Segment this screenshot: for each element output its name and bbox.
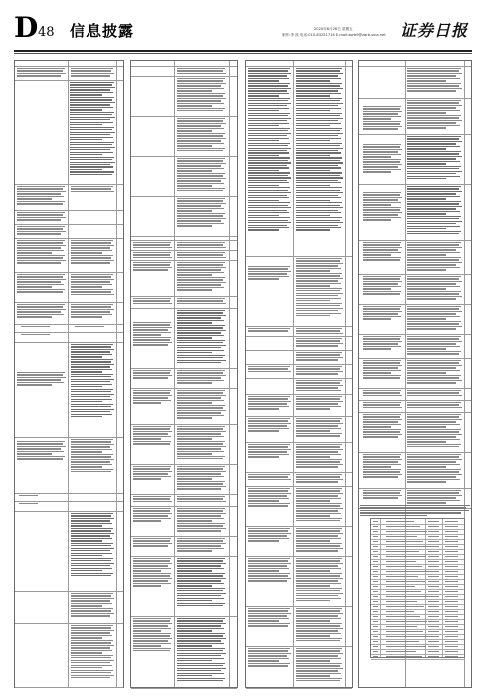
text-lines (407, 402, 463, 409)
table-row (359, 304, 471, 335)
text-lines (177, 242, 227, 249)
text-lines (248, 396, 292, 411)
table-row (131, 424, 237, 465)
text-lines (407, 454, 463, 484)
table-row (246, 526, 352, 557)
text-lines (19, 495, 39, 497)
text-lines (248, 648, 292, 668)
text-lines (71, 240, 115, 265)
text-lines (19, 503, 39, 505)
table-row (131, 388, 237, 425)
text-lines (133, 370, 173, 380)
text-lines (248, 68, 292, 232)
text-lines (133, 262, 173, 272)
table-row (15, 511, 123, 592)
text-lines (296, 608, 344, 643)
text-lines (133, 242, 173, 249)
text-lines (71, 186, 115, 193)
text-lines (407, 490, 463, 505)
table-row (359, 66, 471, 99)
text-lines (363, 402, 403, 409)
text-lines (407, 276, 463, 301)
text-lines (407, 186, 463, 236)
issue-date: 2020年6月26日 星期五 (314, 27, 353, 31)
table-row (246, 378, 352, 395)
text-lines (177, 390, 227, 420)
text-lines (17, 226, 67, 236)
text-lines (363, 192, 403, 222)
text-lines (407, 336, 463, 356)
text-lines (296, 396, 344, 411)
table-row (131, 368, 237, 389)
text-lines (363, 414, 403, 439)
text-lines (363, 144, 403, 174)
text-lines (133, 538, 173, 548)
text-lines (296, 380, 344, 392)
text-lines (177, 262, 227, 292)
table-row (246, 256, 352, 327)
table-row (131, 536, 237, 557)
text-lines (296, 418, 344, 438)
text-lines (296, 366, 344, 376)
text-lines (407, 242, 463, 272)
table-row (246, 66, 352, 257)
table-row (359, 134, 471, 185)
table-row (15, 302, 123, 325)
text-lines (133, 508, 173, 523)
text-lines (17, 274, 67, 294)
text-lines (363, 276, 403, 296)
table-row (131, 464, 237, 495)
header-rule-thin (14, 53, 472, 54)
text-lines (21, 326, 51, 328)
table-row (246, 336, 352, 351)
table-row (15, 80, 123, 185)
table-row (15, 184, 123, 211)
text-lines (71, 625, 115, 680)
table-row (131, 260, 237, 297)
text-lines (17, 240, 67, 265)
table-row (131, 506, 237, 537)
text-lines (17, 441, 67, 461)
text-lines (248, 488, 292, 508)
text-lines (133, 558, 173, 588)
table-row (15, 437, 123, 494)
table-row (15, 623, 123, 688)
text-lines (363, 490, 403, 500)
text-lines (296, 328, 344, 335)
text-lines (71, 274, 115, 296)
column-1 (14, 60, 124, 688)
text-lines (71, 593, 115, 618)
text-lines (133, 426, 173, 446)
text-lines (133, 466, 173, 481)
text-lines (296, 648, 344, 683)
text-lines (177, 310, 227, 365)
text-lines (363, 106, 403, 131)
text-lines (248, 608, 292, 628)
table-row (371, 654, 464, 660)
page-number: 48 (38, 25, 55, 40)
text-lines (177, 558, 227, 608)
text-lines (407, 360, 463, 385)
text-lines (177, 370, 227, 385)
table-row (131, 156, 237, 197)
table-row (131, 196, 237, 237)
text-lines (177, 618, 227, 683)
text-lines (407, 306, 463, 331)
text-lines (71, 68, 115, 78)
table-row (359, 334, 471, 359)
table-row (246, 556, 352, 607)
text-lines (296, 444, 344, 469)
text-lines (133, 618, 173, 653)
table-row (15, 272, 123, 303)
text-lines (177, 118, 227, 153)
text-lines (248, 418, 292, 433)
text-lines (177, 158, 227, 193)
text-lines (133, 252, 173, 259)
table-row (246, 442, 352, 473)
section-letter: D (14, 11, 39, 44)
text-lines (296, 258, 344, 318)
text-lines (71, 304, 115, 319)
table-row (15, 342, 123, 438)
text-lines (296, 68, 344, 232)
text-lines (363, 306, 403, 321)
section-title: 信息披露 (70, 22, 135, 40)
table-row (246, 646, 352, 689)
table-row (15, 224, 123, 239)
text-lines (75, 326, 105, 328)
table-row (246, 416, 352, 443)
text-lines (177, 298, 227, 305)
table-row (131, 556, 237, 617)
text-lines (296, 352, 344, 362)
text-lines (71, 344, 115, 419)
text-lines (248, 266, 292, 281)
text-lines (407, 390, 463, 397)
text-lines (363, 336, 403, 351)
text-lines (177, 78, 227, 113)
text-lines (133, 298, 173, 305)
text-lines (363, 242, 403, 262)
column-2 (130, 60, 238, 688)
table-row (246, 472, 352, 487)
text-lines (133, 390, 173, 405)
text-lines (363, 360, 403, 380)
table-row (359, 452, 471, 489)
header-rule (14, 50, 472, 52)
table-row (131, 616, 237, 689)
table-row (246, 364, 352, 379)
text-lines (177, 496, 227, 503)
text-lines (133, 322, 173, 347)
text-lines (296, 338, 344, 348)
text-lines (177, 426, 227, 461)
text-lines (296, 474, 344, 484)
text-lines (248, 444, 292, 459)
column-3 (245, 60, 353, 688)
text-lines (177, 466, 227, 491)
text-lines (248, 366, 292, 373)
text-lines (248, 474, 292, 481)
text-lines (177, 538, 227, 553)
text-lines (71, 439, 115, 474)
text-lines (296, 488, 344, 523)
table-row (131, 308, 237, 369)
text-lines (363, 390, 403, 397)
text-lines (296, 558, 344, 603)
text-lines (133, 496, 173, 503)
text-lines (17, 304, 67, 319)
table-row (15, 210, 123, 225)
text-lines (177, 68, 227, 75)
table-row (246, 486, 352, 527)
text-lines (177, 198, 227, 228)
text-lines (70, 82, 116, 176)
newspaper-logo: 证券日报 (399, 21, 468, 40)
table-row (131, 116, 237, 157)
text-lines (17, 372, 67, 387)
table-row (359, 184, 471, 241)
text-lines (248, 328, 292, 333)
text-lines (248, 558, 292, 583)
table-row (359, 412, 471, 453)
text-lines (21, 334, 51, 336)
text-lines (17, 212, 67, 222)
table-row (15, 591, 123, 624)
text-lines (363, 454, 403, 479)
data-table (370, 518, 465, 658)
editor-contact: 制作:李 波 电话:010-83251716 E-mail:zqrb9@zqrb.sina.net (282, 33, 386, 37)
text-lines (407, 68, 463, 93)
table-row (246, 606, 352, 647)
text-lines (407, 100, 463, 130)
table-row (246, 350, 352, 365)
text-lines (71, 513, 115, 578)
table-row (359, 274, 471, 305)
table-row (246, 394, 352, 417)
text-lines (296, 528, 344, 553)
table-row (359, 98, 471, 135)
text-lines (17, 186, 67, 206)
text-lines (177, 252, 227, 259)
table-row (359, 358, 471, 389)
text-lines (177, 508, 227, 533)
text-lines (17, 68, 67, 78)
table-row (15, 66, 123, 81)
table-row (359, 240, 471, 275)
page-header (14, 11, 472, 48)
table-row (131, 76, 237, 117)
text-lines (407, 414, 463, 449)
text-lines (407, 136, 463, 181)
text-lines (248, 528, 292, 543)
table-row (15, 238, 123, 273)
